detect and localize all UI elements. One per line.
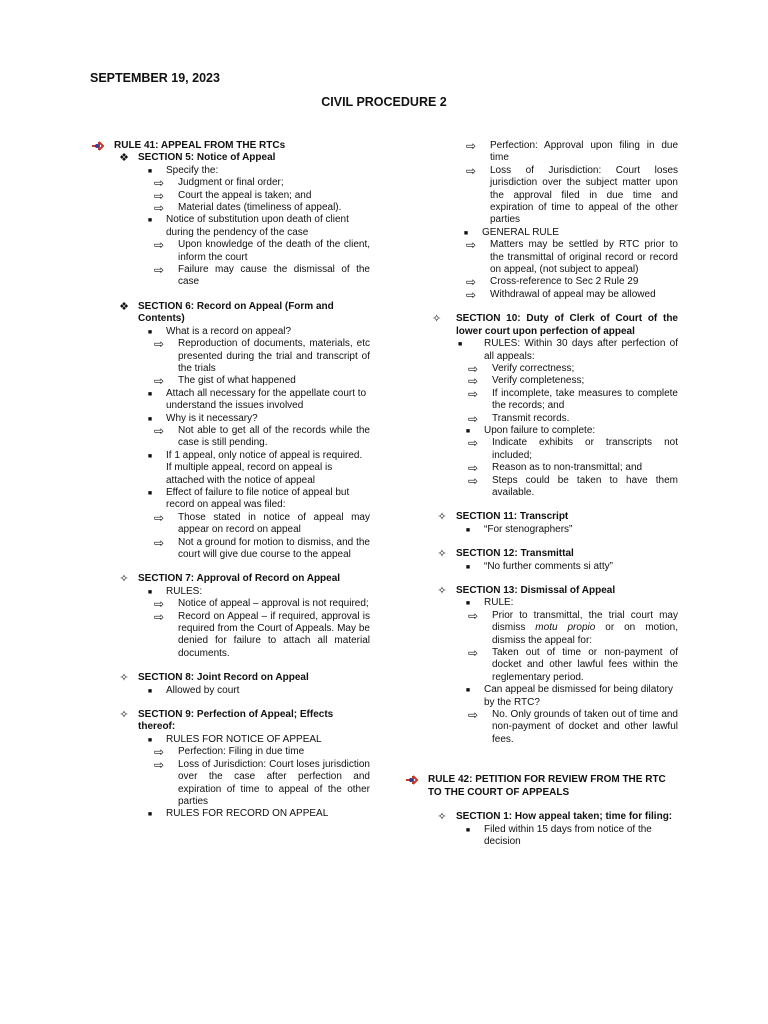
list-item: ■ GENERAL RULE [456,227,678,239]
list-item: ■ RULES: [140,586,370,598]
arrow-bullet-icon: ⇨ [154,609,165,624]
list-item: ⇨ Not able to get all of the records while the case is still pending. [154,423,370,449]
section-6-heading: ❖ SECTION 6: Record on Appeal (Form and Contents) [114,301,370,326]
arrow-bullet-icon: ⇨ [154,238,165,253]
list-item: ■ Can appeal be dismissed for being dilatory by the RTC? [458,684,678,709]
square-bullet-icon: ■ [458,341,463,349]
outline-diamond-bullet-icon: ✧ [432,313,442,326]
outline-diamond-bullet-icon: ✧ [119,573,129,586]
square-bullet-icon: ■ [147,736,153,744]
list-item: ■ Notice of substitution upon death of client during the pendency of the case [140,214,370,239]
section-11-heading: ✧ SECTION 11: Transcript [432,511,678,523]
square-bullet-icon: ■ [147,687,153,695]
list-item: ⇨ Reason as to non-transmittal; and [468,461,643,476]
list-item: ⇨ Verify correctness; [468,361,575,376]
right-column [404,140,678,848]
outline-diamond-bullet-icon: ✧ [119,709,129,722]
list-item: ■ Upon failure to complete: [458,425,678,437]
list-item: ■ RULES FOR NOTICE OF APPEAL [140,734,370,746]
list-item: ⇨ Perfection: Filing in due time [154,745,305,760]
arrow-bullet-icon: ⇨ [468,374,479,389]
square-bullet-icon: ■ [147,390,153,398]
list-item: ■ “No further comments si atty” [458,561,678,573]
list-item: ■ Filed within 15 days from notice of the decision [458,824,678,849]
rule-42-section-1-heading: ✧ SECTION 1: How appeal taken; time for filing: [432,811,678,823]
list-item: ⇨ Notice of appeal – approval is not required; [154,597,369,612]
section-13-heading: ✧ SECTION 13: Dismissal of Appeal [432,585,678,597]
list-item: ⇨ Court the appeal is taken; and [154,188,312,203]
list-item: ■ Attach all necessary for the appellate court to understand the issues involved [140,388,370,413]
section-9-heading: ✧ SECTION 9: Perfection of Appeal; Effects thereof: [114,709,370,734]
arrow-bullet-icon: ⇨ [468,473,479,488]
outline-diamond-bullet-icon: ✧ [437,811,447,824]
arrow-bullet-icon: ⇨ [468,646,479,661]
square-bullet-icon: ■ [463,229,469,237]
arrow-bullet-icon: ⇨ [154,337,165,352]
arrow-bullet-icon: ⇨ [468,608,479,623]
diamond-bullet-icon: ❖ [119,300,129,313]
list-item: ⇨ No. Only grounds of taken out of time and non-payment of docket and other lawful fees. [468,708,678,745]
square-bullet-icon: ■ [465,600,471,608]
list-item: ⇨ Upon knowledge of the death of the client, inform the court [154,238,370,263]
outline-diamond-bullet-icon: ✧ [437,511,447,524]
square-bullet-icon: ■ [147,452,153,460]
list-item: ⇨ If incomplete, take measures to complete the records; and [468,386,678,412]
square-bullet-icon: ■ [147,415,153,423]
arrow-bullet-icon: ⇨ [468,461,479,476]
diamond-bullet-icon: ❖ [119,152,129,165]
section-12-heading: ✧ SECTION 12: Transmittal [432,548,678,560]
list-item: ⇨ Transmit records. [468,411,570,426]
arrow-bullet-icon: ⇨ [154,201,165,216]
document-title: CIVIL PROCEDURE 2 [321,95,447,109]
arrow-bullet-icon: ⇨ [154,597,165,612]
section-8-heading: ✧ SECTION 8: Joint Record on Appeal [114,672,370,684]
list-item: ■ RULE: [458,597,678,609]
section-5-heading: ❖ SECTION 5: Notice of Appeal [114,152,370,164]
arrow-bullet-icon: ⇨ [468,361,479,376]
square-bullet-icon: ■ [465,826,471,834]
list-item: ■ Why is it necessary? [140,413,370,425]
list-item: ⇨ Indicate exhibits or transcripts not included; [468,436,678,461]
list-item: ⇨ Perfection: Approval upon filing in due time [466,139,678,164]
list-item: ⇨ Verify completeness; [468,374,585,389]
arrow-bullet-icon: ⇨ [154,423,165,438]
pushpin-icon [404,774,420,786]
square-bullet-icon: ■ [147,489,153,497]
arrow-bullet-icon: ⇨ [154,374,165,389]
list-item: ⇨ Taken out of time or non-payment of docket and other lawful fees within the reglementary period. [468,646,678,683]
list-item: ■ If 1 appeal, only notice of appeal is required. If multiple appeal, record on appeal is attached with the notice of appeal [140,450,370,487]
square-bullet-icon: ■ [465,526,471,534]
arrow-bullet-icon: ⇨ [154,535,165,550]
rule-42-heading: RULE 42: PETITION FOR REVIEW FROM THE RTC TO THE COURT OF APPEALS [404,774,678,799]
arrow-bullet-icon: ⇨ [466,139,477,153]
arrow-bullet-icon: ⇨ [468,708,479,723]
square-bullet-icon: ■ [465,563,471,571]
arrow-bullet-icon: ⇨ [468,436,479,451]
list-item: ⇨ Cross-reference to Sec 2 Rule 29 [466,275,639,290]
list-item: ■ RULES FOR RECORD ON APPEAL [140,808,370,820]
list-item: ⇨ Reproduction of documents, materials, etc presented during the trial and transcript of the trials [154,337,370,374]
outline-diamond-bullet-icon: ✧ [119,672,129,685]
square-bullet-icon: ■ [147,328,153,336]
arrow-bullet-icon: ⇨ [468,411,479,426]
list-item: ⇨ Steps could be taken to have them available. [468,473,678,498]
arrow-bullet-icon: ⇨ [154,510,165,525]
list-item: ⇨ Record on Appeal – if required, approval is required from the Court of Appeals. May be denied for failure to attach all material documents. [154,609,370,659]
list-item: ■ Allowed by court [140,685,370,697]
left-column [90,140,370,821]
square-bullet-icon: ■ [465,427,471,435]
list-item: ⇨ Prior to transmittal, the trial court may dismiss motu propio or on motion, dismiss the appeal for: [468,608,678,646]
square-bullet-icon: ■ [147,588,153,596]
arrow-bullet-icon: ⇨ [466,163,477,178]
arrow-bullet-icon: ⇨ [154,757,165,772]
arrow-bullet-icon: ⇨ [466,275,477,290]
arrow-bullet-icon: ⇨ [154,176,165,191]
section-10-heading: ✧ SECTION 10: Duty of Clerk of Court of the lower court upon perfection of appeal [432,313,678,337]
section-7-heading: ✧ SECTION 7: Approval of Record on Appeal [114,573,370,585]
list-item: ■ Specify the: [140,165,370,177]
list-item: ■ RULES: Within 30 days after perfection of all appeals: [458,338,678,362]
arrow-bullet-icon: ⇨ [466,238,477,253]
list-item: ⇨ Matters may be settled by RTC prior to the transmittal of original record or record on appeal, (not subject to appeal) [466,238,678,276]
list-item: ⇨ Failure may cause the dismissal of the case [154,263,370,288]
list-item: ⇨ Loss of Jurisdiction: Court loses jurisdiction over the subject matter upon the approval filed in due time and expiration of time to appeal of the other parties [466,163,678,226]
pushpin-icon [90,140,106,152]
list-item: ■ Effect of failure to file notice of appeal but record on appeal was filed: [140,487,370,512]
list-item: ⇨ Not a ground for motion to dismiss, and the court will give due course to the appeal [154,535,370,560]
list-item: ⇨ Those stated in notice of appeal may appear on record on appeal [154,510,370,536]
outline-diamond-bullet-icon: ✧ [437,585,447,597]
arrow-bullet-icon: ⇨ [154,188,165,203]
square-bullet-icon: ■ [147,167,153,175]
arrow-bullet-icon: ⇨ [466,287,477,302]
list-item: ⇨ Loss of Jurisdiction: Court loses jurisdiction over the case after perfection and expiration of time to appeal of the other parties [154,757,370,807]
document-date: SEPTEMBER 19, 2023 [90,71,220,85]
square-bullet-icon: ■ [147,217,153,225]
square-bullet-icon: ■ [465,687,471,695]
outline-diamond-bullet-icon: ✧ [437,548,447,561]
rule-41-heading: RULE 41: APPEAL FROM THE RTCs [90,140,370,152]
list-item: ⇨ The gist of what happened [154,374,296,389]
list-item: ⇨ Withdrawal of appeal may be allowed [466,287,656,302]
list-item: ■ “For stenographers” [458,524,678,536]
list-item: ⇨ Judgment or final order; [154,176,284,191]
square-bullet-icon: ■ [147,811,153,819]
list-item: ⇨ Material dates (timeliness of appeal). [154,201,342,216]
arrow-bullet-icon: ⇨ [468,386,479,401]
list-item: ■ What is a record on appeal? [140,326,370,338]
arrow-bullet-icon: ⇨ [154,263,165,278]
arrow-bullet-icon: ⇨ [154,745,165,760]
